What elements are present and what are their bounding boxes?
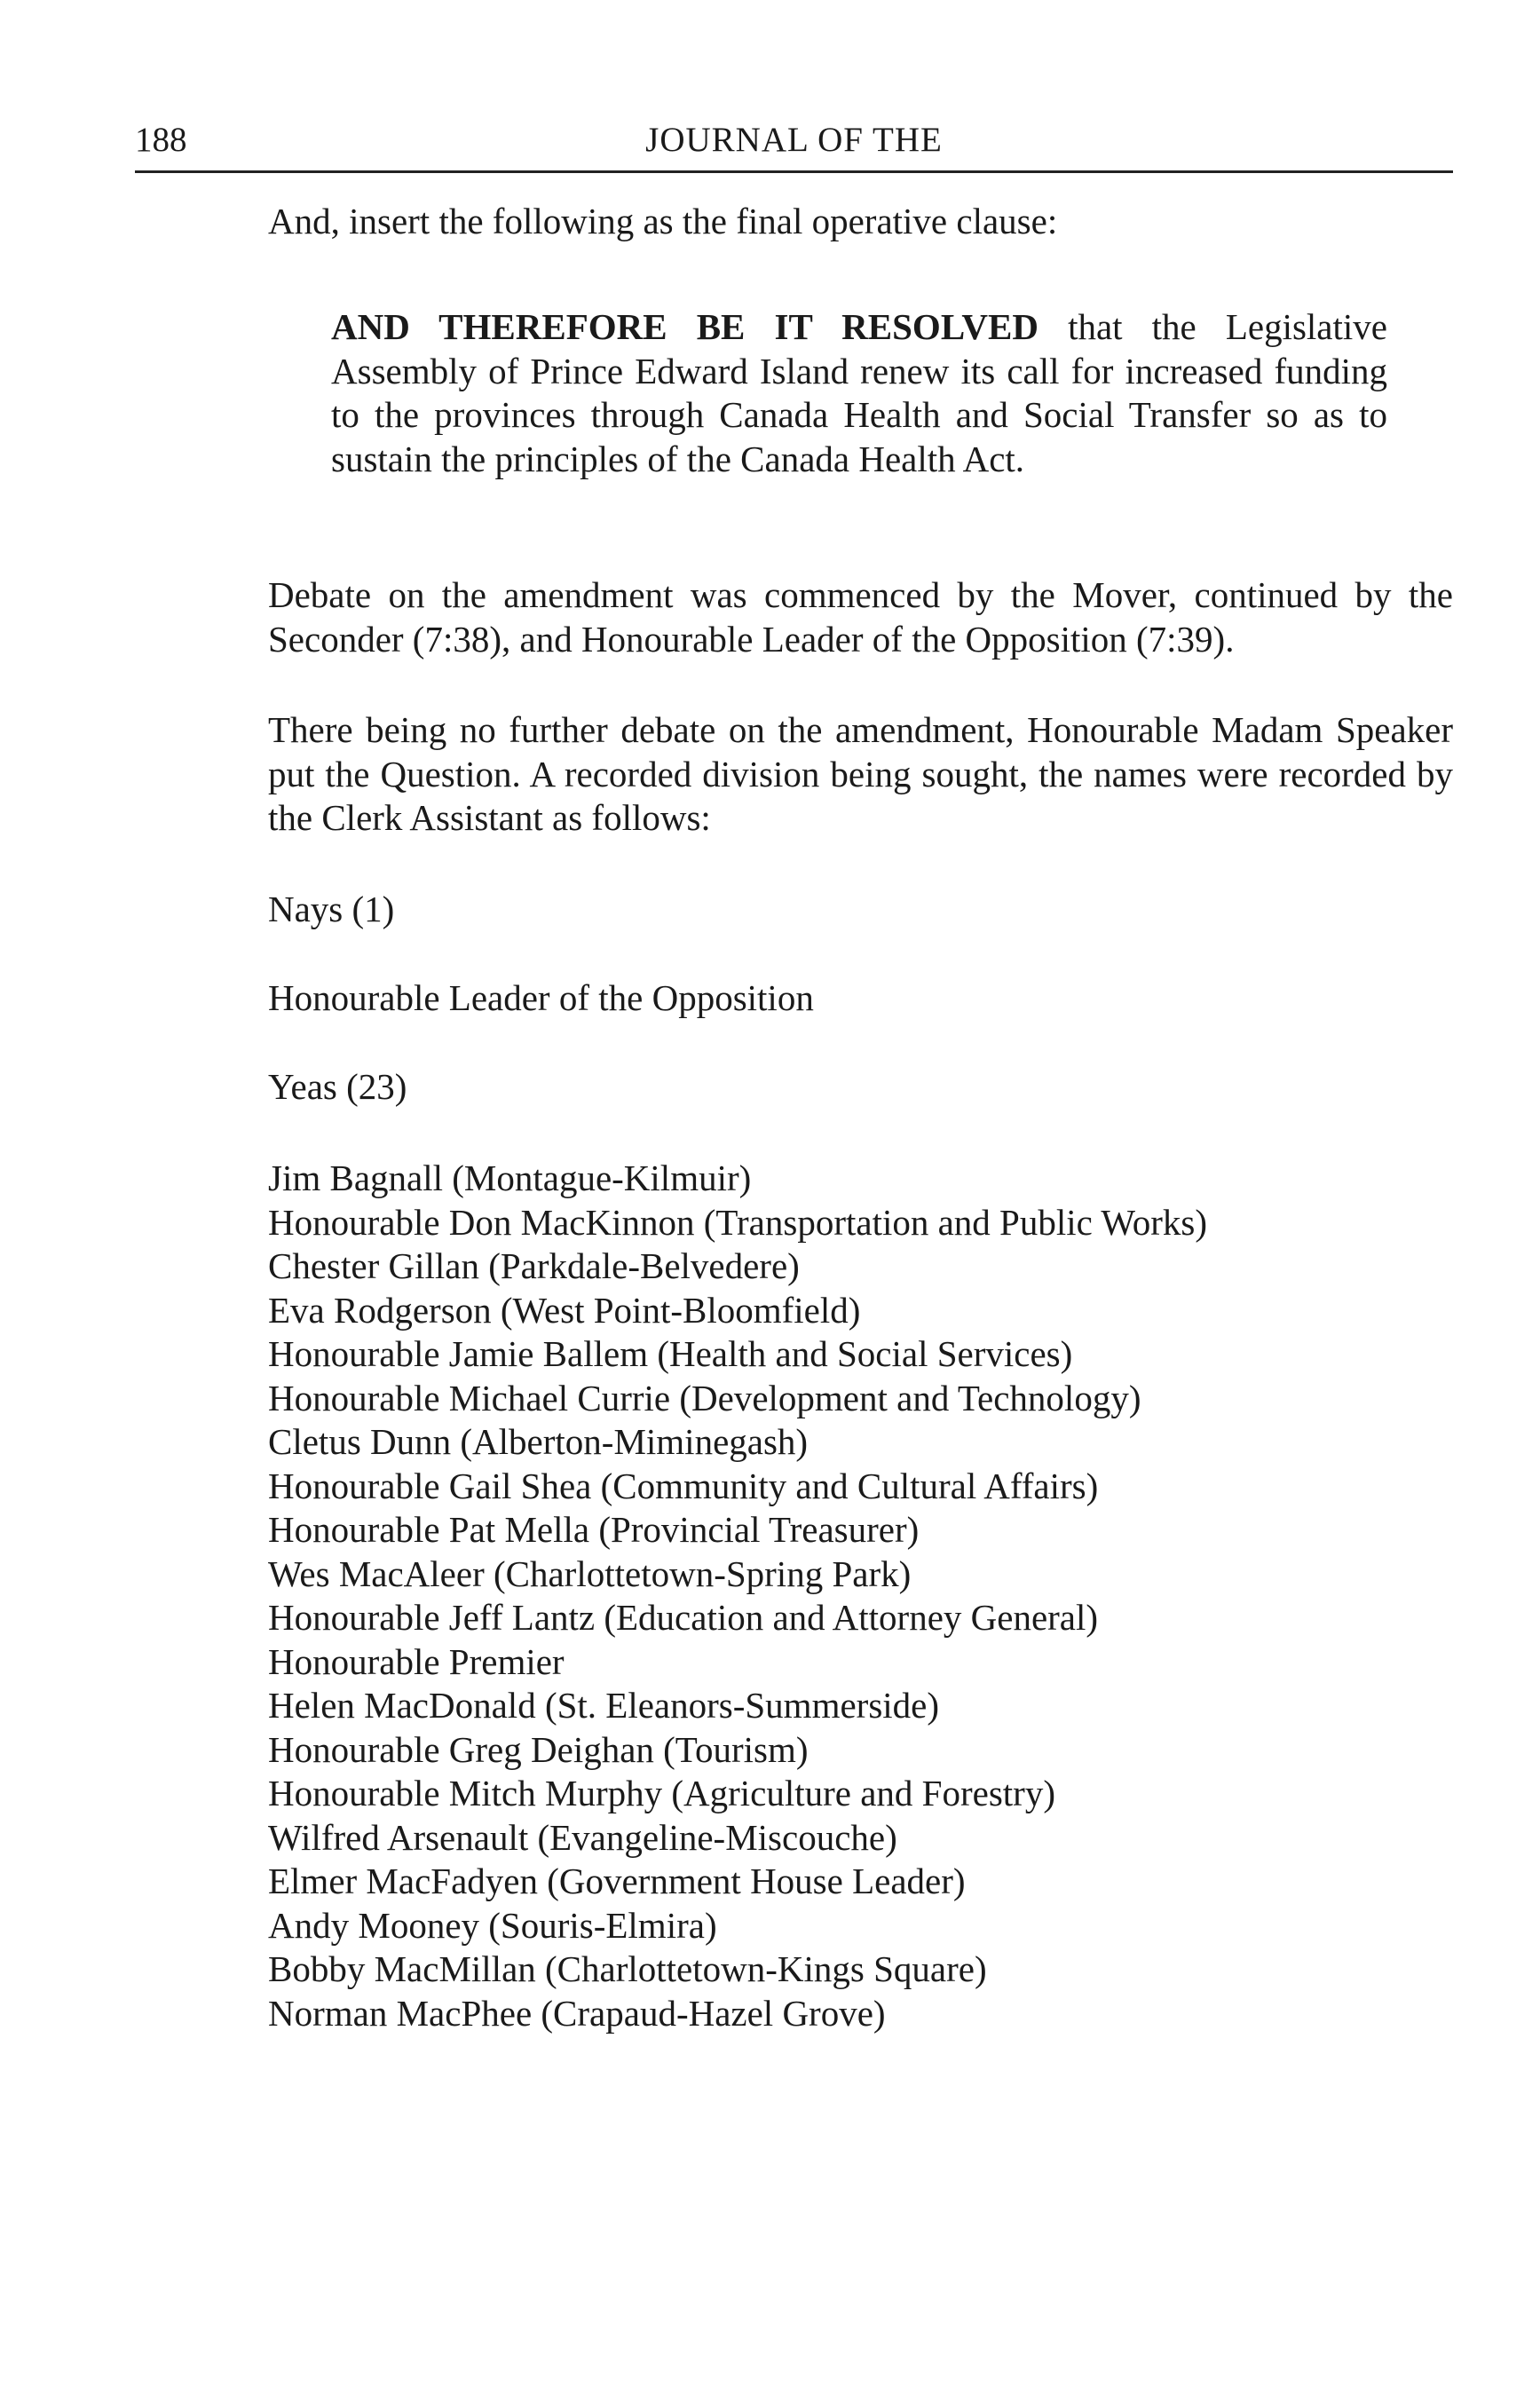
yeas-member: Honourable Premier — [268, 1640, 565, 1682]
yeas-member: Honourable Jeff Lantz (Education and Attorney General) — [268, 1597, 1099, 1638]
yeas-member: Wilfred Arsenault (Evangeline-Miscouche) — [268, 1816, 897, 1858]
resolution-clause — [331, 305, 1387, 481]
running-header — [135, 114, 1453, 173]
yeas-member-list — [268, 1157, 1453, 2035]
intro-paragraph: And, insert the following as the final operative clause: — [268, 201, 1058, 241]
yeas-member: Chester Gillan (Parkdale-Belvedere) — [268, 1245, 800, 1286]
yeas-member: Honourable Gail Shea (Community and Cultural Affairs) — [268, 1465, 1099, 1506]
yeas-member: Andy Mooney (Souris-Elmira) — [268, 1904, 717, 1946]
debate-paragraph: Debate on the amendment was commenced by the Mover, continued by the Seconder (7:38), and Honourable Leader of the Opposition (7:39). — [268, 574, 1453, 660]
yeas-member: Cletus Dunn (Alberton-Miminegash) — [268, 1421, 809, 1462]
resolution-lead: AND THEREFORE BE IT RESOLVED — [331, 306, 1039, 347]
yeas-member: Honourable Michael Currie (Development and Technology) — [268, 1377, 1141, 1418]
resolution-text: that the Legislative Assembly of Prince Edward Island renew its call for increased funding to the provinces through Canada Health and Social Transfer so as to sustain the principles of the Canada Health Act. — [331, 306, 1387, 479]
yeas-member: Honourable Mitch Murphy (Agriculture and Forestry) — [268, 1773, 1055, 1813]
journal-title: JOURNAL OF THE — [645, 121, 943, 159]
yeas-member: Eva Rodgerson (West Point-Bloomfield) — [268, 1289, 861, 1331]
yeas-member: Elmer MacFadyen (Government House Leader) — [268, 1861, 966, 1901]
yeas-member: Helen MacDonald (St. Eleanors-Summerside) — [268, 1685, 940, 1726]
yeas-member: Jim Bagnall (Montague-Kilmuir) — [268, 1157, 752, 1198]
page-number: 188 — [135, 121, 187, 159]
yeas-member: Honourable Greg Deighan (Tourism) — [268, 1728, 809, 1770]
nays-member: Honourable Leader of the Opposition — [268, 977, 814, 1018]
yeas-member: Wes MacAleer (Charlottetown-Spring Park) — [268, 1553, 912, 1594]
yeas-member: Bobby MacMillan (Charlottetown-Kings Square) — [268, 1948, 987, 1989]
yeas-heading: Yeas (23) — [268, 1066, 407, 1107]
yeas-member: Honourable Jamie Ballem (Health and Social Services) — [268, 1333, 1073, 1374]
yeas-member: Honourable Pat Mella (Provincial Treasurer) — [268, 1509, 920, 1550]
question-paragraph: There being no further debate on the amendment, Honourable Madam Speaker put the Question. A recorded division being sought, the names were recorded by the Clerk Assistant as follows: — [268, 709, 1453, 838]
yeas-member: Honourable Don MacKinnon (Transportation and Public Works) — [268, 1201, 1208, 1243]
nays-heading: Nays (1) — [268, 889, 395, 929]
yeas-member: Norman MacPhee (Crapaud-Hazel Grove) — [268, 1992, 886, 2034]
